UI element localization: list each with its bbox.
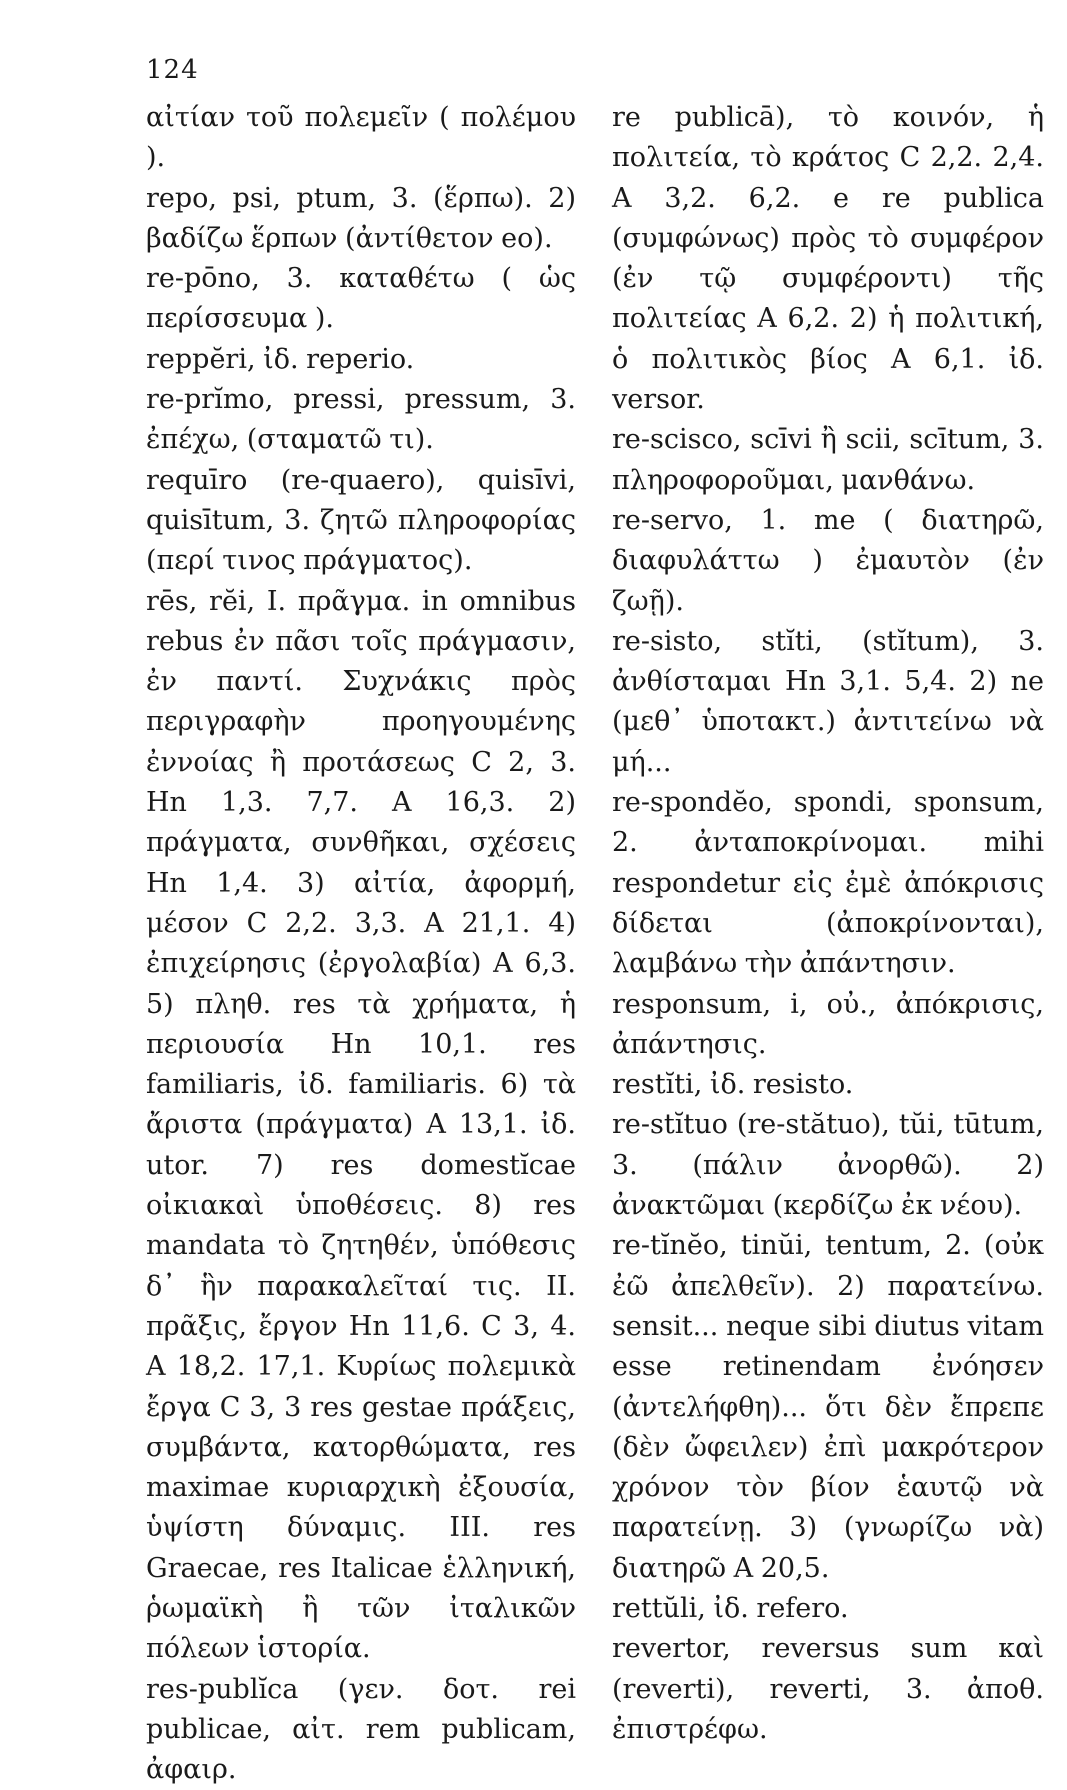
dictionary-entry: re publicā), τὸ κοινόν, ἡ πολιτεία, τὸ κράτος C 2,2. 2,4. A 3,2. 6,2. e re publica (συμφώνως) πρὸς τὸ συμφέρον (ἐν τῷ συμφέροντι) τῆς πολιτείας A 6,2. 2) ἡ πολιτική, ὁ πολιτικὸς βίος A 6,1. ἰδ. versor.: [612, 102, 1044, 416]
dictionary-entry: repo, psi, ptum, 3. (ἕρπω). 2) βαδίζω ἕρπων (ἀντίθετον eo).: [146, 182, 576, 254]
dictionary-entry: re-spondĕo, spondi, sponsum, 2. ἀνταποκρίνομαι. mihi respondetur εἰς ἐμὲ ἀπόκρισις δίδεται (ἀποκρίνονται), λαμβάνω τὴν ἀπάντησιν.: [612, 787, 1044, 980]
right-column: [612, 98, 1044, 1745]
dictionary-entry: restĭti, ἰδ. resisto.: [612, 1069, 854, 1101]
dictionary-entry: re-pōno, 3. καταθέτω ( ὡς περίσσευμα ).: [146, 263, 576, 335]
dictionary-entry: rēs, rĕi, I. πρᾶγμα. in omnibus rebus ἐν πᾶσι τοῖς πράγμασιν, ἐν παντί. Συχνάκις πρὸς περιγραφὴν προηγουμένης ἐννοίας ἢ προτάσεως C 2, 3. Hn 1,3. 7,7. A 16,3. 2) πράγματα, συνθῆκαι, σχέσεις Hn 1,4. 3) αἰτία, ἀφορμή, μέσον C 2,2. 3,3. A 21,1. 4) ἐπιχείρησις (ἐργολαβία) A 6,3. 5) πληθ. res τὰ χρήματα, ἡ περιουσία Hn 10,1. res familiaris, ἰδ. familiaris. 6) τὰ ἄριστα (πράγματα) A 13,1. ἰδ. utor. 7) res domestĭcae οἰκιακαὶ ὑποθέσεις. 8) res mandata τὸ ζητηθέν, ὑπόθεσις δ᾽ ἣν παρακαλεῖταί τις. II. πρᾶξις, ἔργον Hn 11,6. C 3, 4. A 18,2. 17,1. Κυρίως πολεμικὰ ἔργα C 3, 3 res gestae πράξεις, συμβάντα, κατορθώματα, res maximae κυριαρχικὴ ἐξουσία, ὑψίστη δύναμις. III. res Graecae, res Italicae ἑλληνική, ῥωμαϊκὴ ἢ τῶν ἰταλικῶν πόλεων ἱστορία.: [146, 585, 576, 1665]
dictionary-entry: reppĕri, ἰδ. reperio.: [146, 343, 415, 375]
dictionary-entry: res-publĭca (γεν. δοτ. rei publicae, αἰτ. rem publicam, ἀφαιρ.: [146, 1673, 576, 1786]
dictionary-entry: rettŭli, ἰδ. refero.: [612, 1592, 849, 1624]
dictionary-entry: re-tĭnĕo, tinŭi, tentum, 2. (οὐκ ἐῶ ἀπελθεῖν). 2) παρατείνω. sensit... neque sibi diutus vitam esse retinendam ἐνόησεν (ἀντελήφθη)... ὅτι δὲν ἔπρεπε (δὲν ὤφειλεν) ἐπὶ μακρότερον χρόνον τὸν βίον ἑαυτῷ νὰ παρατείνῃ. 3) (γνωρίζω νὰ) διατηρῶ A 20,5.: [612, 1230, 1044, 1584]
dictionary-entry: requīro (re-quaero), quisīvi, quisītum, 3. ζητῶ πληροφορίας (περί τινος πράγματος).: [146, 464, 576, 577]
dictionary-entry: responsum, i, οὐ., ἀπόκρισις, ἀπάντησις.: [612, 988, 1044, 1060]
dictionary-entry: re-sisto, stĭti, (stĭtum), 3. ἀνθίσταμαι Hn 3,1. 5,4. 2) ne (μεθ᾽ ὑποτακτ.) ἀντιτείνω νὰ μή...: [612, 625, 1044, 778]
dictionary-entry: revertor, reversus sum καὶ (reverti), reverti, 3. ἀποθ. ἐπιστρέφω.: [612, 1633, 1044, 1745]
dictionary-entry: αἰτίαν τοῦ πολεμεῖν ( πολέμου ).: [146, 102, 576, 174]
dictionary-entry: re-prĭmo, pressi, pressum, 3. ἐπέχω, (σταματῶ τι).: [146, 384, 576, 456]
left-column: [146, 98, 576, 1786]
dictionary-entry: re-scisco, scīvi ἢ scii, scītum, 3. πληροφοροῦμαι, μανθάνω.: [612, 424, 1044, 496]
page-number: 124: [146, 55, 199, 85]
dictionary-entry: re-stĭtuo (re-stătuo), tŭi, tūtum, 3. (πάλιν ἀνορθῶ). 2) ἀνακτῶμαι (κερδίζω ἐκ νέου).: [612, 1109, 1044, 1222]
dictionary-entry: re-servo, 1. me ( διατηρῶ, διαφυλάττω ) ἐμαυτὸν (ἐν ζωῇ).: [612, 504, 1044, 617]
